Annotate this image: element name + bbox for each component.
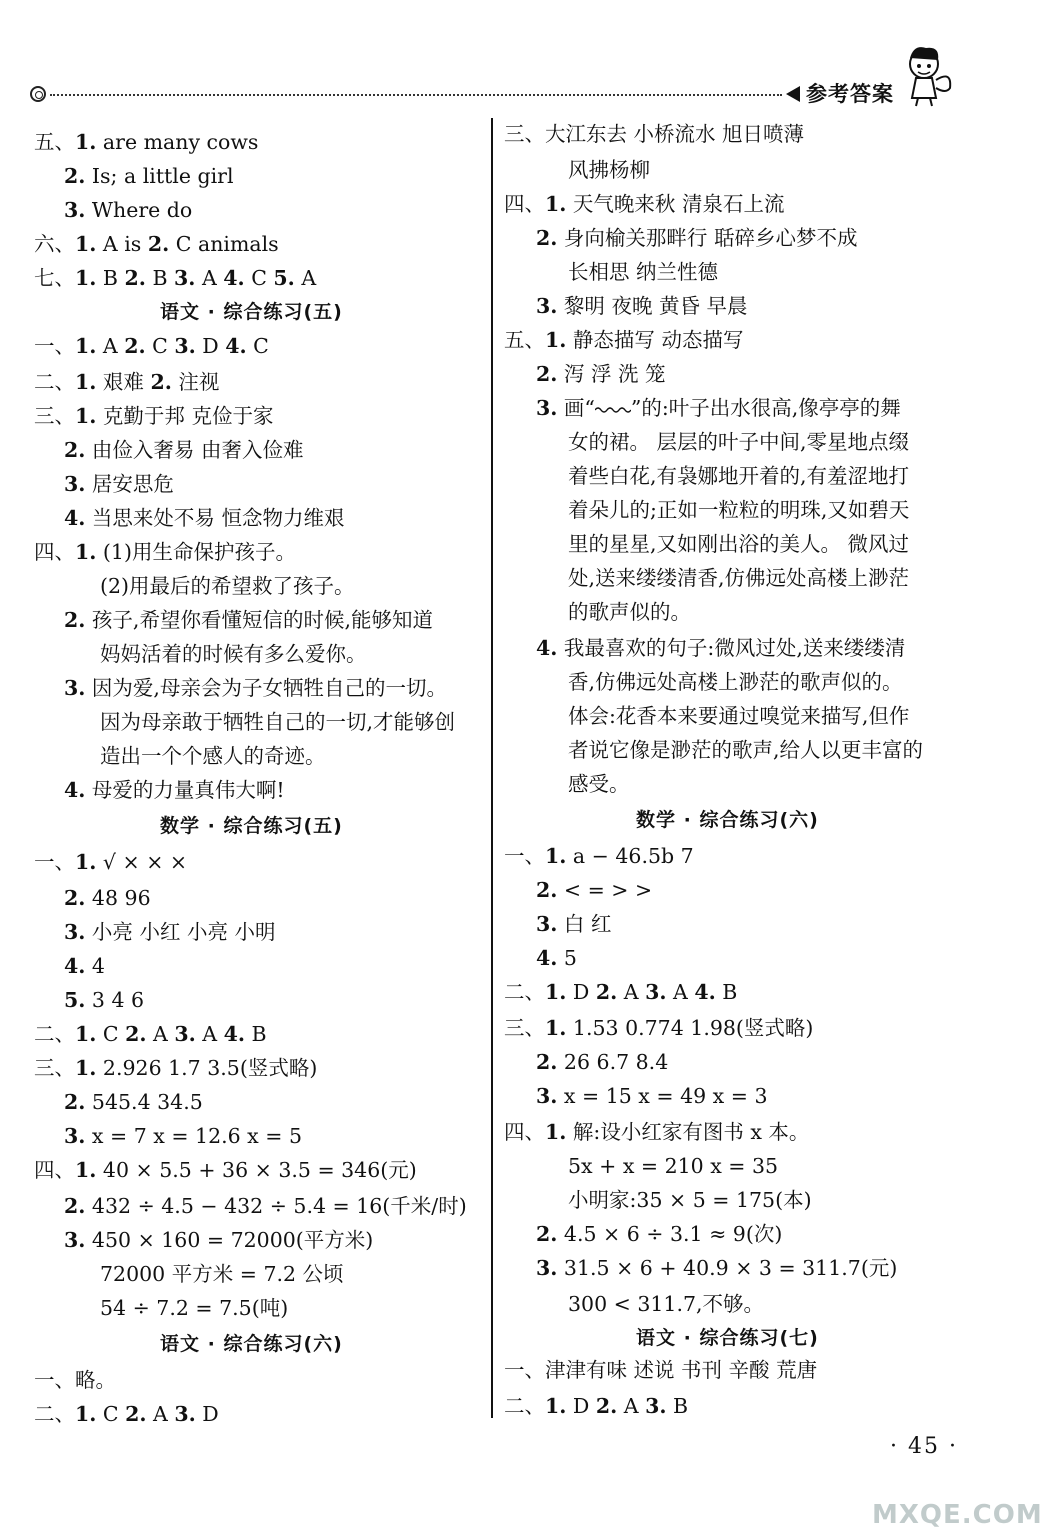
item-number: 3.: [64, 198, 86, 222]
answer-text: Where do: [85, 198, 193, 222]
answer-text: 4.5 × 6 ÷ 3.1 ≈ 9(次): [557, 1222, 783, 1246]
right-line: [504, 1014, 813, 1042]
left-line: [34, 1400, 219, 1428]
answer-text: 450 × 160 = 72000(平方米): [85, 1228, 374, 1252]
answer-text: B: [245, 1022, 267, 1046]
answer-text: 静态描写 动态描写: [566, 328, 744, 352]
right-line: [536, 876, 652, 904]
answer-text: < = > >: [557, 878, 653, 902]
answer-text: 黎明 夜晚 黄昏 早晨: [557, 294, 748, 318]
answer-text: 因为爱,母亲会为子女牺牲自己的一切。: [85, 676, 447, 700]
answer-text: 注视: [171, 370, 220, 394]
answer-text: 里的星星,又如刚出浴的美人。 微风过: [568, 532, 910, 556]
item-number: 3.: [64, 920, 86, 944]
section-number: 五、: [34, 130, 75, 154]
left-line: [64, 986, 144, 1014]
header-arrow-icon: [786, 86, 800, 102]
answer-text: 感受。: [568, 772, 630, 796]
left-line: [34, 538, 296, 566]
section-number: 一、: [504, 1358, 545, 1382]
answer-text: 2.926 1.7 3.5(竖式略): [96, 1056, 318, 1080]
right-line: [568, 1290, 764, 1318]
item-number: 1.: [75, 850, 97, 874]
item-number: 2.: [64, 1194, 86, 1218]
left-line: [34, 332, 269, 360]
answer-text: 3 4 6: [85, 988, 145, 1012]
answer-text: A: [617, 980, 646, 1004]
item-number: 1.: [545, 1120, 567, 1144]
answer-text: B: [145, 266, 175, 290]
item-number: 1.: [75, 1158, 97, 1182]
left-section-title: 语文 · 综合练习(五): [160, 301, 343, 323]
answer-text: x = 15 x = 49 x = 3: [557, 1084, 768, 1108]
answer-text: 4: [85, 954, 105, 978]
column-divider: [491, 118, 493, 1418]
left-line: [64, 776, 285, 804]
item-number: 3.: [174, 1022, 196, 1046]
answer-text: C: [246, 334, 269, 358]
item-number: 3.: [174, 266, 196, 290]
left-line: [34, 128, 258, 156]
answer-text: 54 ÷ 7.2 = 7.5(吨): [100, 1296, 289, 1320]
item-number: 4.: [64, 778, 86, 802]
right-line: [504, 842, 694, 870]
answer-text: are many cows: [96, 130, 259, 154]
answer-text: 居安思危: [85, 472, 174, 496]
section-number: 三、: [34, 1056, 75, 1080]
right-line: [536, 292, 747, 320]
left-line: [34, 402, 273, 430]
right-line: [568, 428, 909, 456]
answer-text: D: [566, 980, 596, 1004]
answer-text: 着些白花,有袅娜地开着的,有羞涩地打: [568, 464, 910, 488]
item-number: 1.: [75, 404, 97, 428]
right-line: [504, 1356, 817, 1384]
answer-text: 432 ÷ 4.5 − 432 ÷ 5.4 = 16(千米/时): [85, 1194, 467, 1218]
item-number: 2.: [124, 266, 146, 290]
item-number: 2.: [125, 1022, 147, 1046]
answer-text: a − 46.5b 7: [566, 844, 694, 868]
left-line: [64, 1226, 373, 1254]
answer-text: 者说它像是渺茫的歌声,给人以更丰富的: [568, 738, 924, 762]
right-line: [504, 120, 804, 148]
item-number: 1.: [75, 334, 97, 358]
answer-text: C: [96, 1402, 126, 1426]
left-line: [34, 1020, 267, 1048]
item-number: 1.: [75, 1056, 97, 1080]
right-line: [536, 1220, 782, 1248]
item-number: 5.: [273, 266, 295, 290]
left-line: [64, 470, 174, 498]
right-line: [536, 1082, 767, 1110]
answer-text: 母爱的力量真伟大啊!: [85, 778, 285, 802]
header-dotted-rule: [50, 94, 782, 96]
item-number: 1.: [75, 232, 97, 256]
section-number: 一、: [34, 1368, 75, 1392]
item-number: 2.: [124, 334, 146, 358]
right-line: [504, 1118, 809, 1146]
item-number: 2.: [536, 1222, 558, 1246]
answer-text: 画“: [557, 396, 595, 420]
section-number: 四、: [504, 1120, 545, 1144]
wavy-underline-icon: [595, 406, 631, 414]
left-line: [34, 848, 187, 876]
item-number: 4.: [223, 1022, 246, 1046]
right-line: [504, 190, 784, 218]
section-number: 一、: [34, 334, 75, 358]
item-number: 2.: [536, 1050, 558, 1074]
item-number: 3.: [645, 1394, 667, 1418]
left-line: [100, 1260, 344, 1288]
answer-text: B: [715, 980, 738, 1004]
right-line: [568, 530, 909, 558]
answer-text: ”的:叶子出水很高,像亭亭的舞: [630, 396, 901, 420]
right-line: [568, 736, 923, 764]
item-number: 1.: [75, 1402, 97, 1426]
item-number: 1.: [545, 844, 567, 868]
item-number: 3.: [64, 1228, 86, 1252]
item-number: 2.: [595, 1394, 618, 1418]
answer-text: 300 < 311.7,不够。: [568, 1292, 765, 1316]
answer-text: 31.5 × 6 + 40.9 × 3 = 311.7(元): [557, 1256, 898, 1280]
item-number: 2.: [536, 878, 558, 902]
item-number: 1.: [545, 980, 567, 1004]
answer-text: 的歌声似的。: [568, 600, 691, 624]
item-number: 1.: [75, 130, 97, 154]
right-line: [536, 1254, 897, 1282]
answer-text: 我最喜欢的句子:微风过处,送来缕缕清: [557, 636, 906, 660]
answer-text: C: [244, 266, 274, 290]
left-line: [64, 952, 105, 980]
answer-text: 当思来处不易 恒念物力维艰: [85, 506, 345, 530]
item-number: 3.: [174, 1402, 196, 1426]
item-number: 5.: [64, 988, 86, 1012]
item-number: 1.: [545, 328, 567, 352]
answer-text: 40 × 5.5 + 36 × 3.5 = 346(元): [96, 1158, 417, 1182]
item-number: 1.: [75, 1022, 97, 1046]
left-line: [100, 708, 455, 736]
left-line: [34, 1156, 417, 1184]
section-number: 七、: [34, 266, 75, 290]
section-number: 四、: [504, 192, 545, 216]
right-line: [504, 978, 737, 1006]
answer-text: 26 6.7 8.4: [557, 1050, 669, 1074]
answer-text: (2)用最后的希望救了孩子。: [100, 574, 355, 598]
left-line: [34, 264, 316, 292]
item-number: 4.: [536, 946, 558, 970]
right-line: [568, 496, 909, 524]
right-line: [568, 1186, 812, 1214]
right-line: [568, 668, 903, 696]
left-line: [64, 606, 433, 634]
left-line: [34, 368, 219, 396]
right-line: [536, 944, 577, 972]
answer-text: 津津有味 述说 书刊 辛酸 荒唐: [545, 1358, 818, 1382]
item-number: 1.: [545, 1016, 567, 1040]
right-line: [504, 326, 743, 354]
item-number: 2.: [536, 362, 558, 386]
item-number: 3.: [645, 980, 667, 1004]
answer-text: A: [195, 1022, 224, 1046]
right-line: [536, 360, 665, 388]
right-section-title: 语文 · 综合练习(七): [636, 1327, 819, 1349]
answer-text: 女的裙。 层层的叶子中间,零星地点缀: [568, 430, 910, 454]
item-number: 4.: [64, 954, 86, 978]
answer-text: 泻 浮 洗 笼: [557, 362, 666, 386]
answer-text: 风拂杨柳: [568, 158, 650, 182]
right-line: [536, 910, 611, 938]
item-number: 2.: [64, 886, 86, 910]
answer-text: B: [666, 1394, 689, 1418]
item-number: 3.: [536, 396, 558, 420]
left-line: [64, 196, 192, 224]
answer-text: (1)用生命保护孩子。: [96, 540, 296, 564]
section-number: 一、: [504, 844, 545, 868]
item-number: 2.: [536, 226, 558, 250]
item-number: 4.: [694, 980, 716, 1004]
right-line: [536, 224, 857, 252]
section-number: 二、: [34, 1402, 75, 1426]
item-number: 4.: [223, 266, 245, 290]
item-number: 2.: [147, 232, 170, 256]
left-line: [100, 742, 326, 770]
right-line: [568, 156, 650, 184]
answer-text: D: [566, 1394, 596, 1418]
answer-text: 小亮 小红 小亮 小明: [85, 920, 276, 944]
item-number: 3.: [536, 294, 558, 318]
answer-text: A: [666, 980, 695, 1004]
section-number: 二、: [34, 370, 75, 394]
answer-text: 处,送来缕缕清香,仿佛远处高楼上渺茫: [568, 566, 910, 590]
section-number: 一、: [34, 850, 75, 874]
item-number: 1.: [75, 370, 97, 394]
answer-text: 解:设小红家有图书 x 本。: [566, 1120, 810, 1144]
answer-text: 孩子,希望你看懂短信的时候,能够知道: [85, 608, 433, 632]
item-number: 1.: [545, 192, 567, 216]
answer-text: 略。: [75, 1368, 116, 1392]
left-line: [64, 1122, 302, 1150]
answer-text: 身向榆关那畔行 聒碎乡心梦不成: [557, 226, 858, 250]
left-line: [100, 1294, 288, 1322]
answer-text: 长相思 纳兰性德: [568, 260, 719, 284]
section-number: 四、: [34, 540, 75, 564]
answer-text: C: [96, 1022, 126, 1046]
item-number: 3.: [536, 1256, 558, 1280]
item-number: 3.: [536, 1084, 558, 1108]
left-line: [64, 504, 344, 532]
answer-text: 天气晚来秋 清泉石上流: [566, 192, 785, 216]
answer-text: 由俭入奢易 由奢入俭难: [85, 438, 304, 462]
right-line: [536, 634, 905, 662]
answer-text: D: [195, 334, 226, 358]
answer-text: 大江东去 小桥流水 旭日喷薄: [545, 122, 805, 146]
right-line: [568, 462, 909, 490]
answer-text: 香,仿佛远处高楼上渺茫的歌声似的。: [568, 670, 903, 694]
answer-text: 白 红: [557, 912, 612, 936]
item-number: 4.: [536, 636, 558, 660]
item-number: 3.: [64, 676, 86, 700]
answer-text: 艰难: [96, 370, 151, 394]
answer-text: C: [145, 334, 175, 358]
left-line: [64, 674, 447, 702]
section-number: 二、: [504, 1394, 545, 1418]
page-header: [0, 0, 1045, 120]
answer-text: A: [146, 1402, 175, 1426]
left-line: [100, 572, 355, 600]
right-line: [536, 1048, 668, 1076]
answer-text: 体会:花香本来要通过嗅觉来描写,但作: [568, 704, 910, 728]
section-number: 四、: [34, 1158, 75, 1182]
left-line: [34, 1054, 317, 1082]
left-line: [34, 230, 279, 258]
item-number: 2.: [64, 438, 86, 462]
answer-text: Is; a little girl: [85, 164, 234, 188]
mascot-icon: [896, 40, 956, 110]
item-number: 1.: [75, 266, 97, 290]
left-line: [64, 884, 151, 912]
right-line: [568, 1152, 778, 1180]
answer-text: 因为母亲敢于牺牲自己的一切,才能够创: [100, 710, 456, 734]
right-line: [568, 598, 691, 626]
answer-text: A: [294, 266, 317, 290]
left-line: [64, 918, 275, 946]
answer-text: 48 96: [85, 886, 151, 910]
right-line: [568, 702, 909, 730]
header-title: 参考答案: [806, 82, 894, 106]
section-number: 三、: [34, 404, 75, 428]
answer-text: A: [146, 1022, 175, 1046]
answer-text: 5x + x = 210 x = 35: [568, 1154, 779, 1178]
answer-text: B: [96, 266, 125, 290]
section-number: 三、: [504, 1016, 545, 1040]
answer-text: 造出一个个感人的奇迹。: [100, 744, 326, 768]
right-section-title: 数学 · 综合练习(六): [636, 809, 819, 831]
right-line: [504, 1392, 688, 1420]
right-line: [568, 770, 630, 798]
item-number: 2.: [150, 370, 172, 394]
item-number: 2.: [64, 1090, 86, 1114]
section-number: 三、: [504, 122, 545, 146]
item-number: 3.: [536, 912, 558, 936]
item-number: 3.: [174, 334, 196, 358]
item-number: 2.: [125, 1402, 147, 1426]
item-number: 2.: [64, 608, 86, 632]
answer-text: √ × × ×: [96, 850, 188, 874]
answer-text: A: [96, 334, 125, 358]
answer-text: x = 7 x = 12.6 x = 5: [85, 1124, 302, 1148]
page-number: · 45 ·: [890, 1434, 958, 1459]
item-number: 4.: [64, 506, 86, 530]
section-number: 二、: [504, 980, 545, 1004]
left-section-title: 语文 · 综合练习(六): [160, 1333, 343, 1355]
item-number: 3.: [64, 1124, 86, 1148]
item-number: 2.: [64, 164, 86, 188]
item-number: 3.: [64, 472, 86, 496]
item-number: 2.: [595, 980, 618, 1004]
watermark-text: MXQE.COM: [872, 1500, 1043, 1530]
right-line: [536, 394, 901, 422]
section-number: 六、: [34, 232, 75, 256]
answer-text: 克勤于邦 克俭于家: [96, 404, 274, 428]
answer-text: C animals: [169, 232, 279, 256]
left-line: [64, 436, 303, 464]
item-number: 4.: [225, 334, 247, 358]
left-line: [34, 1366, 116, 1394]
right-line: [568, 258, 718, 286]
answer-text: 545.4 34.5: [85, 1090, 203, 1114]
left-section-title: 数学 · 综合练习(五): [160, 815, 343, 837]
left-line: [64, 1088, 203, 1116]
answer-text: D: [195, 1402, 219, 1426]
header-circle-ornament: [30, 86, 46, 102]
right-line: [568, 564, 909, 592]
answer-text: 小明家:35 × 5 = 175(本): [568, 1188, 812, 1212]
answer-text: 着朵儿的;正如一粒粒的明珠,又如碧天: [568, 498, 910, 522]
item-number: 1.: [75, 540, 97, 564]
answer-text: A: [617, 1394, 646, 1418]
item-number: 1.: [545, 1394, 567, 1418]
left-line: [64, 162, 234, 190]
section-number: 五、: [504, 328, 545, 352]
answer-text: 5: [557, 946, 577, 970]
answer-text: 1.53 0.774 1.98(竖式略): [566, 1016, 814, 1040]
section-number: 二、: [34, 1022, 75, 1046]
answer-text: 72000 平方米 = 7.2 公顷: [100, 1262, 344, 1286]
answer-text: 妈妈活着的时候有多么爱你。: [100, 642, 367, 666]
left-line: [100, 640, 367, 668]
answer-text: A is: [96, 232, 148, 256]
left-line: [64, 1192, 467, 1220]
answer-text: A: [195, 266, 224, 290]
